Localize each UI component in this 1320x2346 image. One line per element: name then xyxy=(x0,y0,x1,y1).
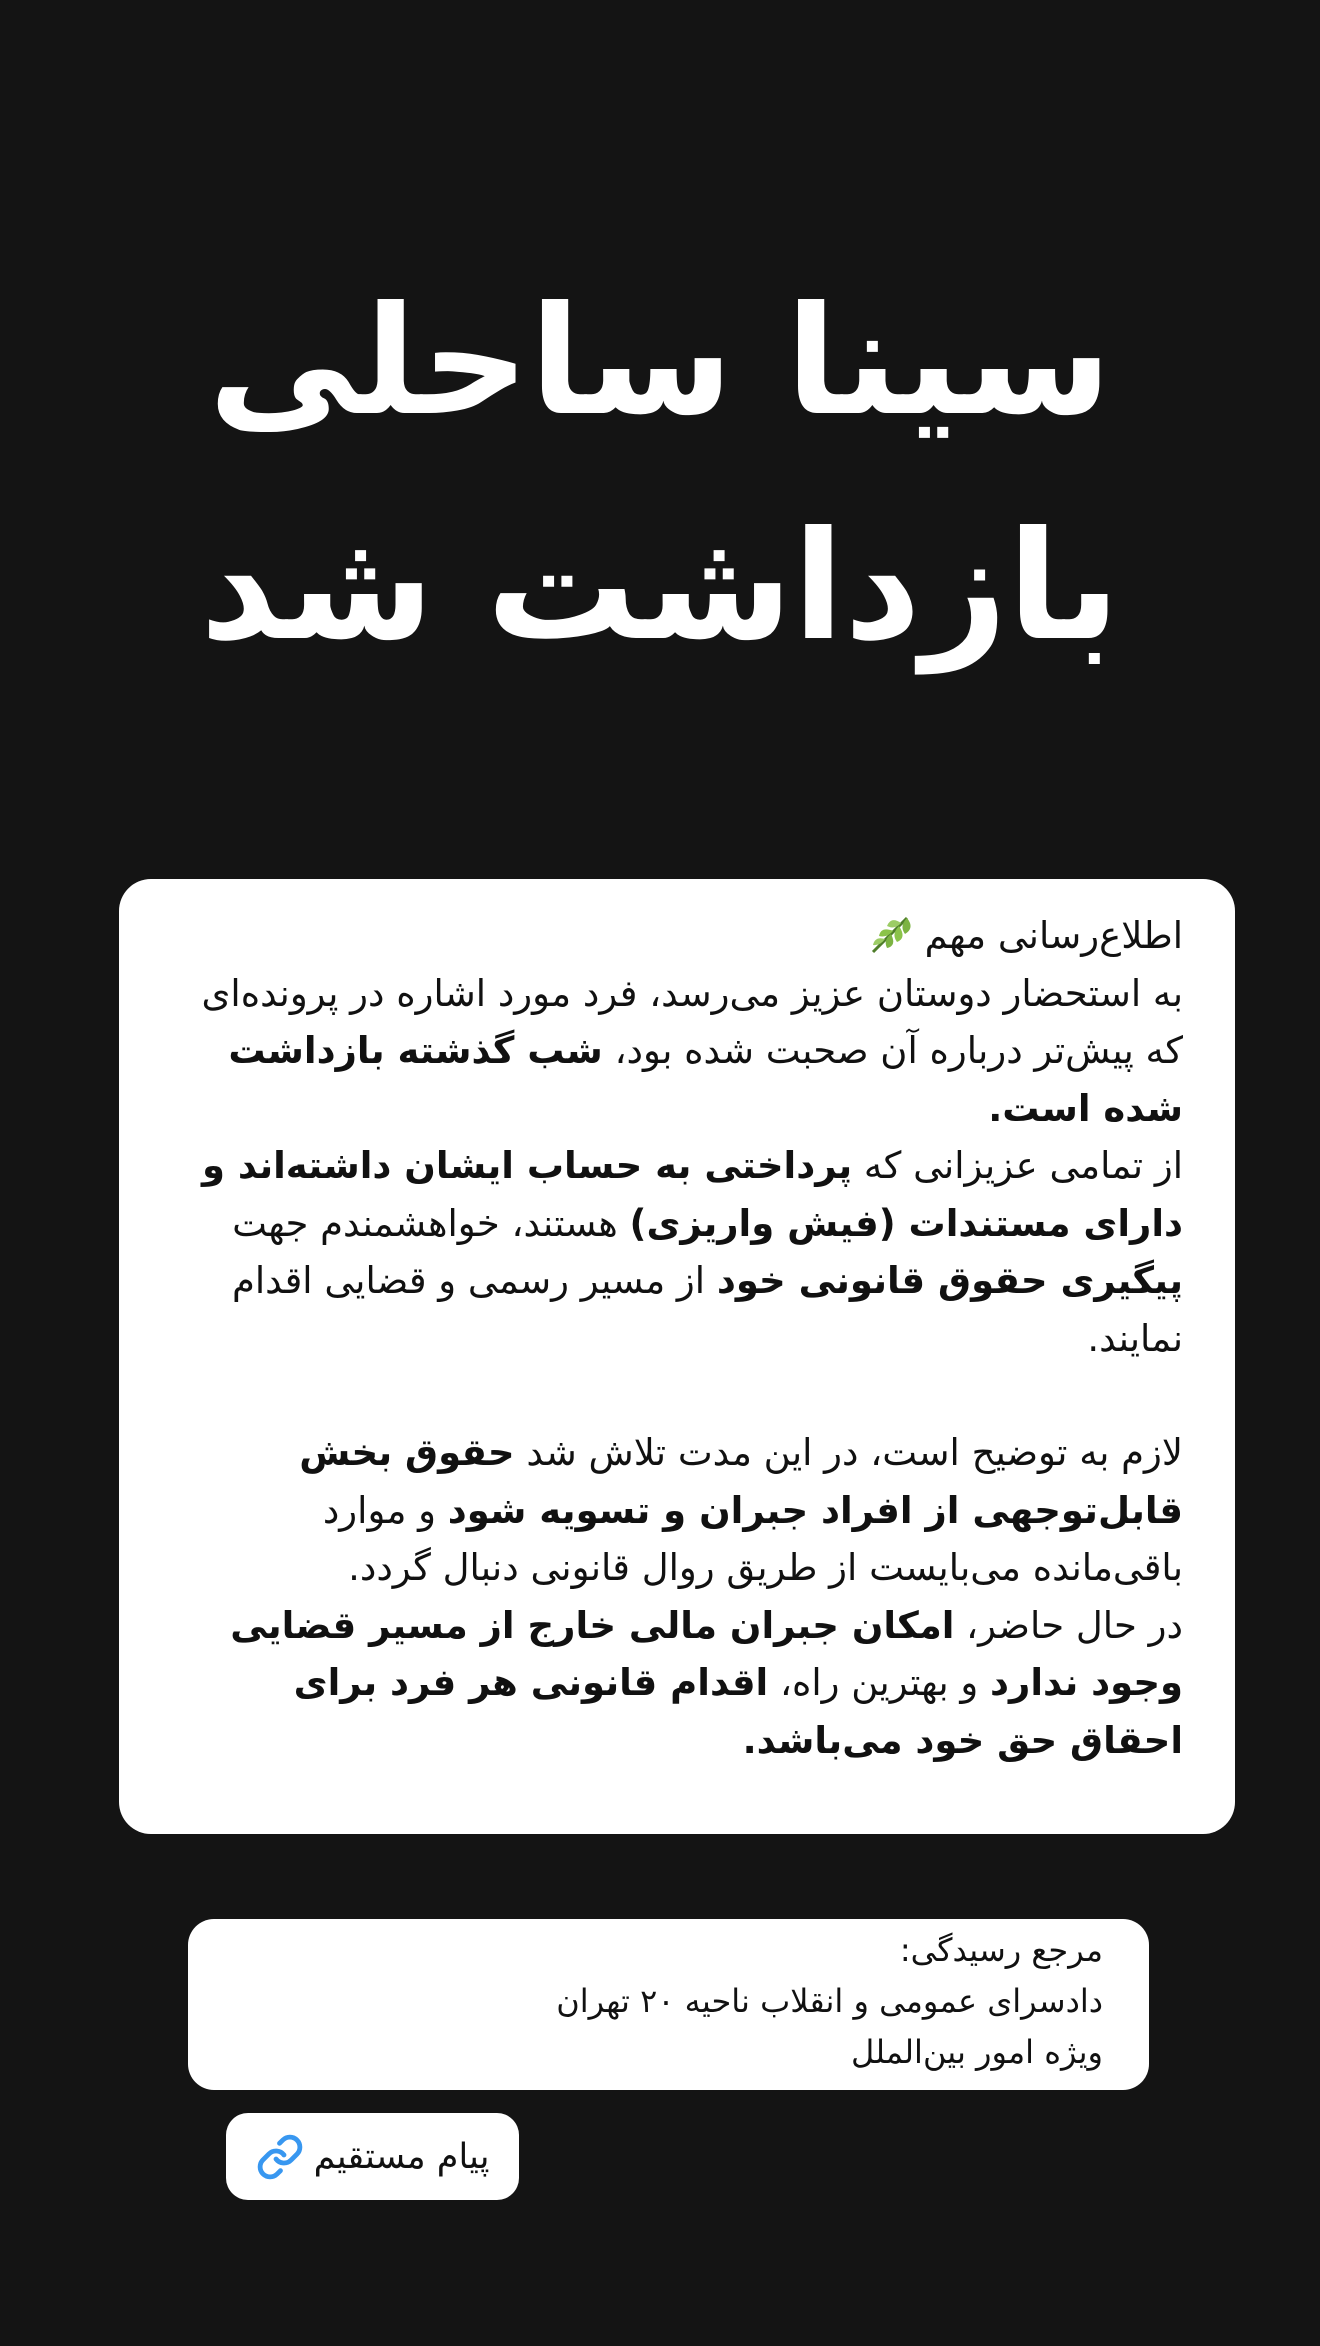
reference-authority: دادسرای عمومی و انقلاب ناحیه ۲۰ تهران xyxy=(556,1982,1103,2020)
reference-card xyxy=(188,1919,1149,2090)
notice-text: از مسیر رسمی و قضایی اقدام نمایند. xyxy=(231,1259,1183,1360)
notice-text: به استحضار دوستان عزیز می‌رسد، فرد مورد اشاره در پرونده‌ای که پیش‌تر درباره آن صحبت شده بود، xyxy=(201,971,1183,1072)
reference-division: ویژه امور بین‌الملل xyxy=(850,2033,1103,2071)
notice-text: از تمامی عزیزانی که xyxy=(852,1144,1183,1187)
notice-paragraph-4 xyxy=(171,1597,1183,1770)
notice-emphasis: اقدام قانونی هر فرد برای احقاق حق خود می‌باشد. xyxy=(293,1661,1183,1762)
notice-text: هستند، خواهشمندم جهت xyxy=(232,1201,630,1245)
notice-text: لازم به توضیح است، در این مدت تلاش شد xyxy=(514,1431,1183,1474)
notice-text: و موارد باقی‌مانده می‌بایست از طریق روال قانونی دنبال گردد. xyxy=(322,1488,1183,1589)
notice-emphasis: امکان جبران مالی خارج از مسیر قضایی وجود ندارد xyxy=(230,1603,1183,1704)
reference-label: مرجع رسیدگی: xyxy=(899,1931,1103,1969)
notice-paragraph-2 xyxy=(171,1137,1183,1367)
notice-emphasis: پرداختی به حساب ایشان داشته‌اند و دارای مستندات (فیش واریزی) xyxy=(201,1144,1183,1245)
notice-text: و بهترین راه، xyxy=(768,1661,991,1704)
link-icon xyxy=(256,2133,304,2181)
notice-emphasis: پیگیری حقوق قانونی خود xyxy=(716,1259,1183,1302)
notice-title-text: اطلاع‌رسانی مهم xyxy=(924,914,1183,957)
headline-line-1: سینا ساحلی xyxy=(208,275,1112,449)
direct-message-button[interactable] xyxy=(226,2113,519,2200)
notice-card xyxy=(119,879,1235,1834)
notice-paragraph-1 xyxy=(171,965,1183,1138)
notice-emphasis: حقوق بخش قابل‌توجهی از افراد جبران و تسویه شود xyxy=(299,1431,1183,1532)
story-headline xyxy=(160,250,1160,700)
direct-message-label: پیام مستقیم xyxy=(313,2136,490,2177)
notice-emphasis: شب گذشته بازداشت شده است. xyxy=(228,1029,1183,1130)
headline-line-2: بازداشت شد xyxy=(199,500,1121,674)
notice-paragraph-3 xyxy=(171,1424,1183,1597)
notice-title xyxy=(171,907,1183,965)
paragraph-gap xyxy=(171,1367,1183,1424)
leaf-icon xyxy=(867,910,917,956)
notice-text: در حال حاضر، xyxy=(954,1603,1183,1647)
